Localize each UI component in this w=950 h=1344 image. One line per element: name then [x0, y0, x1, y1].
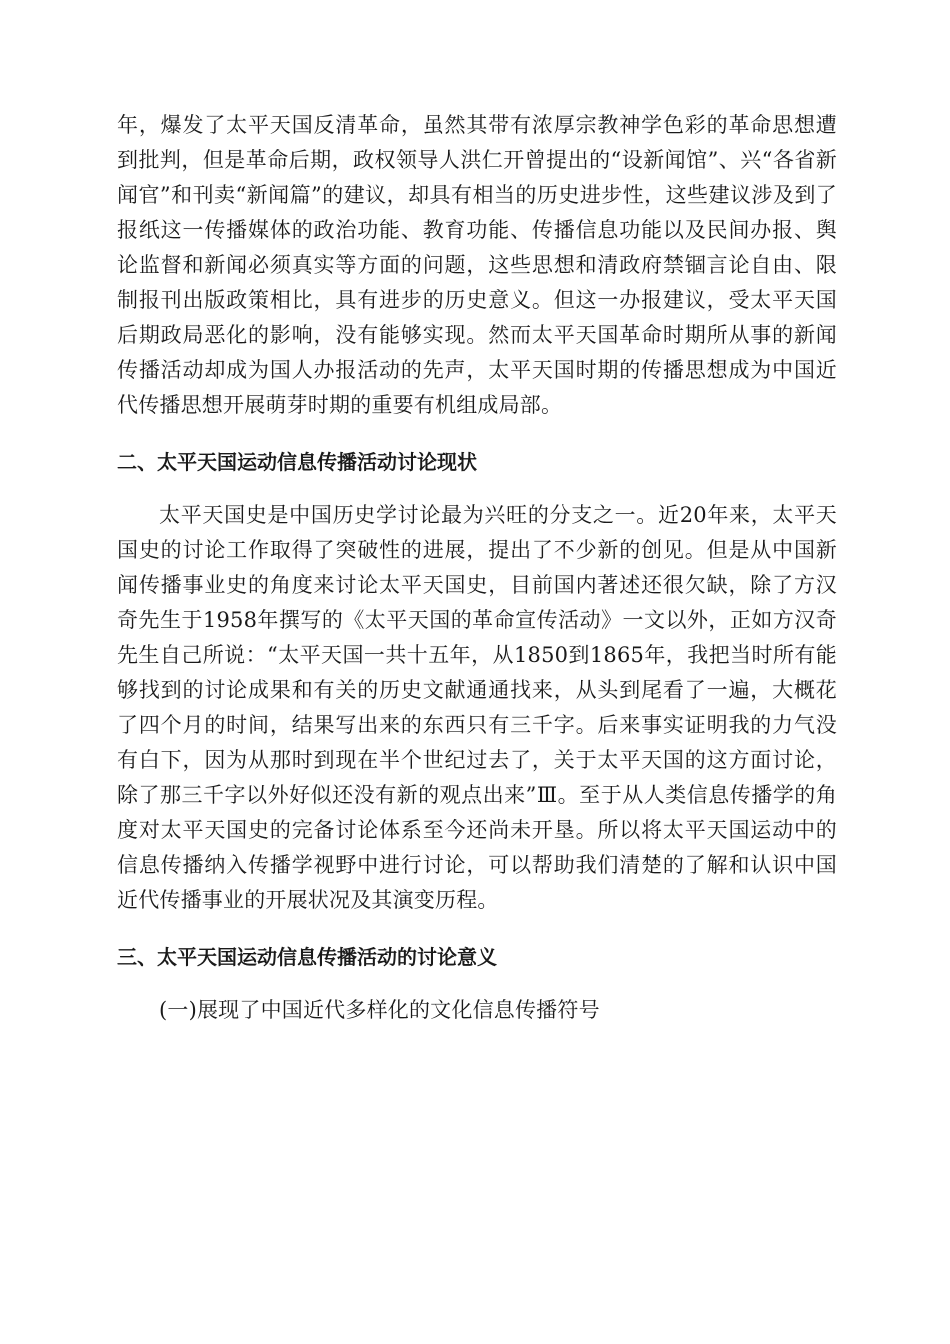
body-paragraph-1: 年，爆发了太平天国反清革命，虽然其带有浓厚宗教神学色彩的革命思想遭到批判，但是革命后期，政权领导人洪仁开曾提出的“设新闻馆”、兴“各省新闻官”和刊卖“新闻篇”的建议，却具有相当的历史进步性，这些建议涉及到了报纸这一传播媒体的政治功能、教育功能、传播信息功能以及民间办报、舆论监督和新闻必须真实等方面的问题，这些思想和清政府禁锢言论自由、限制报刊出版政策相比，具有进步的历史意义。但这一办报建议，受太平天国后期政局恶化的影响，没有能够实现。然而太平天国革命时期所从事的新闻传播活动却成为国人办报活动的先声，太平天国时期的传播思想成为中国近代传播思想开展萌芽时期的重要有机组成局部。 — [117, 113, 837, 417]
section-heading-3: 三、太平天国运动信息传播活动的讨论意义 — [117, 945, 497, 969]
section-heading-2: 二、太平天国运动信息传播活动讨论现状 — [117, 450, 477, 474]
document-page — [117, 108, 837, 1028]
body-paragraph-2: 太平天国史是中国历史学讨论最为兴旺的分支之一。近20年来，太平天国史的讨论工作取得了突破性的进展，提出了不少新的创见。但是从中国新闻传播事业史的角度来讨论太平天国史，目前国内著述还很欠缺，除了方汉奇先生于1958年撰写的《太平天国的革命宣传活动》一文以外，正如方汉奇先生自己所说：“太平天国一共十五年，从1850到1865年，我把当时所有能够找到的讨论成果和有关的历史文献通通找来，从头到尾看了一遍，大概花了四个月的时间，结果写出来的东西只有三千字。后来事实证明我的力气没有白下，因为从那时到现在半个世纪过去了，关于太平天国的这方面讨论，除了那三千字以外好似还没有新的观点出来”Ⅲ。至于从人类信息传播学的角度对太平天国史的完备讨论体系至今还尚未开垦。所以将太平天国运动中的信息传播纳入传播学视野中进行讨论，可以帮助我们清楚的了解和认识中国近代传播事业的开展状况及其演变历程。 — [117, 503, 837, 912]
subsection-heading-1: (一)展现了中国近代多样化的文化信息传播符号 — [159, 998, 600, 1022]
